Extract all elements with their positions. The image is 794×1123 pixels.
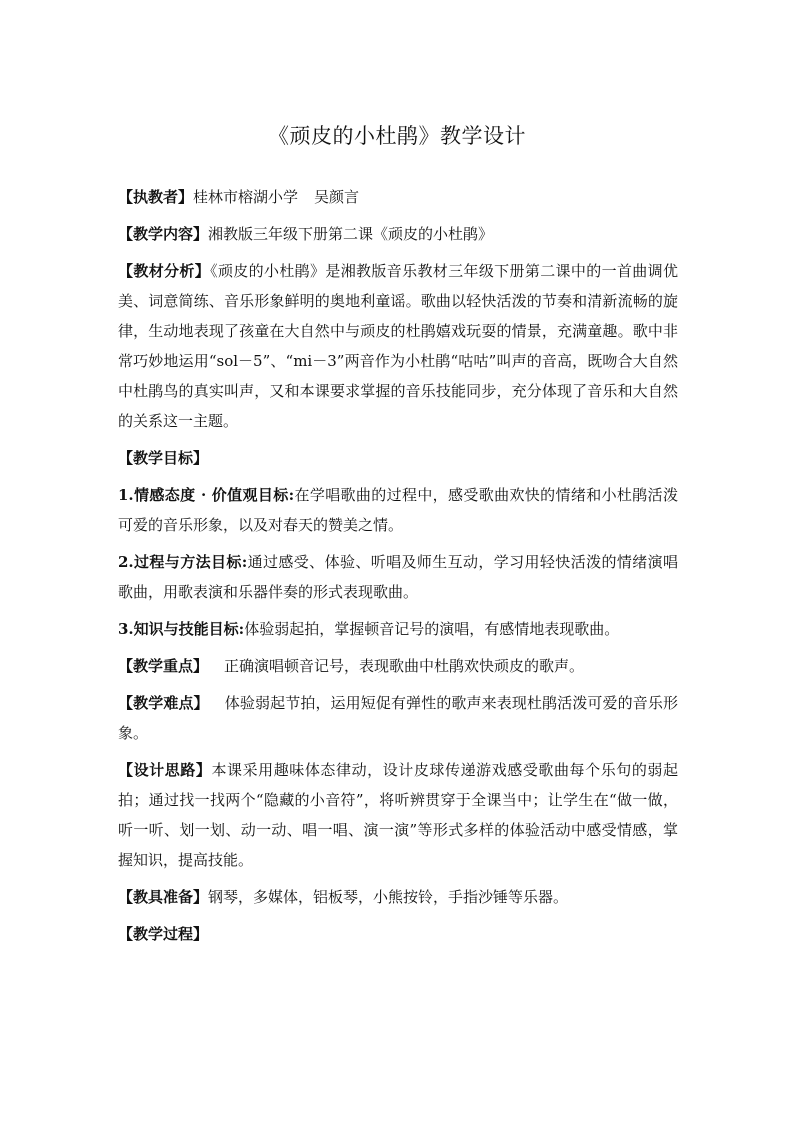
document-title: 《顽皮的小杜鹃》教学设计 [268, 124, 526, 148]
goal-2 [118, 547, 678, 607]
goal-2-text: 通过感受、体验、听唱及师生互动，学习用轻快活泼的情绪演唱歌曲，用歌表演和乐器伴奏的形式表现歌曲。 [118, 553, 678, 601]
analysis-label: 【教材分析】 [118, 262, 211, 280]
teacher-label: 【执教者】 [118, 188, 194, 206]
design-label: 【设计思路】 [118, 761, 212, 779]
goal-3-text: 体验弱起拍，掌握顿音记号的演唱，有感情地表现歌曲。 [244, 620, 620, 638]
content-line [118, 219, 678, 249]
process-heading [118, 919, 678, 949]
goals-label: 【教学目标】 [118, 449, 209, 467]
materials-line [118, 882, 678, 912]
key-point-text: 正确演唱顿音记号，表现歌曲中杜鹃欢快顽皮的歌声。 [224, 657, 585, 675]
goals-heading [118, 443, 678, 473]
content-text: 湘教版三年级下册第二课《顽皮的小杜鹃》 [208, 225, 494, 243]
goal-1-text: 在学唱歌曲的过程中，感受歌曲欢快的情绪和小杜鹃活泼可爱的音乐形象，以及对春天的赞美之情。 [118, 486, 678, 534]
document-body [118, 182, 678, 956]
analysis-text: 《顽皮的小杜鹃》是湘教版音乐教材三年级下册第二课中的一首曲调优美、词意简练、音乐形象鲜明的奥地利童谣。歌曲以轻快活泼的节奏和清新流畅的旋律，生动地表现了孩童在大自然中与顽皮的杜鹃嬉戏玩耍的情景，充满童趣。歌中非常巧妙地运用“sol－5”、“mi－3”两音作为小杜鹃“咕咕”叫声的音高，既吻合大自然中杜鹃鸟的真实叫声，又和本课要求掌握的音乐技能同步，充分体现了音乐和大自然的关系这一主题。 [118, 262, 678, 430]
difficulty-label: 【教学难点】 [118, 694, 209, 712]
process-label: 【教学过程】 [118, 925, 209, 943]
materials-label: 【教具准备】 [118, 888, 209, 906]
goal-1 [118, 480, 678, 540]
materials-text: 钢琴，多媒体，铝板琴，小熊按铃，手指沙锤等乐器。 [208, 888, 569, 906]
teacher-school: 桂林市榕湖小学 [193, 188, 299, 206]
teacher-name: 吴颜言 [314, 188, 360, 206]
difficulty-paragraph [118, 688, 678, 748]
key-point-line [118, 651, 678, 681]
goal-3-label: 3.知识与技能目标: [118, 620, 245, 638]
analysis-paragraph [118, 256, 678, 436]
content-label: 【教学内容】 [118, 225, 209, 243]
difficulty-text: 体验弱起节拍，运用短促有弹性的歌声来表现杜鹃活泼可爱的音乐形象。 [118, 694, 678, 742]
teacher-line [118, 182, 678, 212]
goal-3 [118, 614, 678, 644]
design-paragraph [118, 755, 678, 875]
key-point-label: 【教学重点】 [118, 657, 209, 675]
design-text: 本课采用趣味体态律动，设计皮球传递游戏感受歌曲每个乐句的弱起拍；通过找一找两个“隐藏的小音符”，将听辨贯穿于全课当中；让学生在“做一做，听一听、划一划、动一动、唱一唱、演一演”等形式多样的体验活动中感受情感，掌握知识，提高技能。 [118, 761, 678, 869]
goal-2-label: 2.过程与方法目标: [118, 553, 248, 571]
goal-1-label: 1.情感态度 · 价值观目标: [118, 486, 295, 504]
